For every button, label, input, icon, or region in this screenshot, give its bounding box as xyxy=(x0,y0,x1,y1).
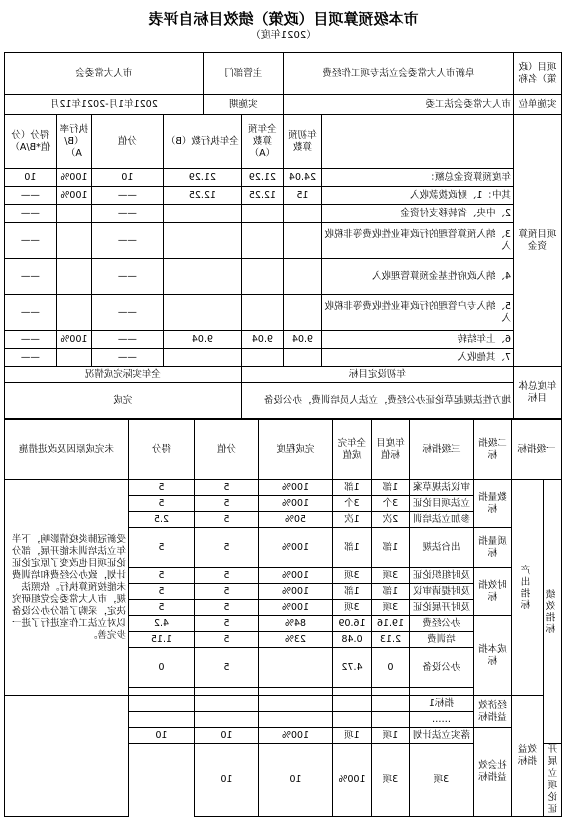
project-name: 阜新市人大常委会立法专项工作经费 xyxy=(283,53,513,95)
goals-actual-text: 完成 xyxy=(4,383,241,419)
impl-unit-label: 实施单位 xyxy=(514,95,562,115)
ind-header-weight: 分值 xyxy=(194,420,258,480)
impl-unit: 市人大常委会法工委 xyxy=(283,95,513,115)
funds-row: 4、纳入政府性基金预算管理收入 —— —— xyxy=(4,259,561,295)
effect-section-label: 效益指标 xyxy=(511,696,543,817)
funds-row: 6、上年结转 9.04 9.04 9.04 —— 100% —— xyxy=(4,331,561,349)
ind-header-completion: 完成程度 xyxy=(258,420,332,480)
indicator-row: 开展立项论证 3项 3项 100% 10 10 xyxy=(4,744,561,817)
funds-section-label: 项目预算资金 xyxy=(514,115,562,367)
funds-row: 年度预算资金总额： 24.04 21.29 21.29 10 100% 10 xyxy=(4,169,561,187)
output-section-label: 产出指标 xyxy=(511,480,543,696)
indicator-row: 绩效指标 产出指标 数量指标 审议法规草案 1部 1部 100% 5 5 受新冠肺炎疫情影响，下半年立法培训未能开展，部分论证项目也改变了原定论证计划，致办公经费和培训费未能按预算执行。依照法规，市人大常委会党组研究决定，采购了部分办公设备以对立法工作室进行了进一步完善。 xyxy=(4,480,561,496)
funds-header-full-year: 全年预算数（A） xyxy=(241,115,283,169)
funds-header-rate: 执行率（B/A） xyxy=(56,115,91,169)
indicator-row: 时效指标 及时组织论证 3项 3项 100% 5 5 xyxy=(4,568,561,584)
form-year: （2021年度） xyxy=(250,30,317,41)
perf-section-label: 绩效指标 xyxy=(544,480,562,744)
goals-initial-label: 年初设定目标 xyxy=(241,367,513,383)
competent-dept-label: 主管部门 xyxy=(203,53,283,95)
form-title: 市本级预算项目（政策）绩效目标自评表 xyxy=(148,10,419,28)
funds-row: 3、纳入预算管理的行政事业性收费等非税收入 —— —— xyxy=(4,223,561,259)
project-name-label: 项目（政策）名称 xyxy=(514,53,562,95)
ind-header-level1: 一级指标 xyxy=(511,420,561,480)
funds-row: 其中：1、财政拨款收入 15 12.25 12.25 —— 100% —— xyxy=(4,187,561,205)
info-funds-table xyxy=(4,52,562,419)
indicator-row: 参加立法培训 2次 1次 50% 5 2.5 xyxy=(4,512,561,528)
indicator-row: 社会效益指标 落实立法计划 1项 1项 100% 10 10 xyxy=(4,728,561,744)
indicator-row: 成本指标 办公经费 19.16 16.09 84% 5 4.2 xyxy=(4,616,561,632)
indicator-row: …… xyxy=(4,712,561,728)
indicator-row: 及时开展论证 3项 3项 100% 5 5 xyxy=(4,600,561,616)
funds-header-executed: 全年执行数（B） xyxy=(163,115,241,169)
funds-header-weight: 分值 xyxy=(91,115,163,169)
funds-header-score: 得分（分值*B/A） xyxy=(4,115,56,169)
funds-row: 5、纳入专户管理的行政事业性收费等非税收入 —— —— xyxy=(4,295,561,331)
funds-row: 2、中央、省转移支付资金 —— —— xyxy=(4,205,561,223)
impl-period: 2021年1月-2021年12月 xyxy=(4,95,203,115)
indicator-row: 及时提请审议 1部 1部 100% 5 5 xyxy=(4,584,561,600)
indicator-row: 效益指标 经济效益指标 指标1 xyxy=(4,696,561,712)
funds-header-initial: 年初预算数 xyxy=(283,115,321,169)
indicator-row: 立法项目论证 3个 3个 100% 5 5 xyxy=(4,496,561,512)
indicators-table xyxy=(4,419,562,817)
ind-header-level2: 二级指标 xyxy=(473,420,511,480)
impl-period-label: 实施期 xyxy=(203,95,283,115)
competent-dept: 市人大常委会 xyxy=(4,53,203,95)
indicator-row: 培训费 2.13 0.48 23% 5 1.15 xyxy=(4,632,561,648)
reason-text: 受新冠肺炎疫情影响，下半年立法培训未能开展，部分论证项目也改变了原定论证计划，致办公经费和培训费未能按预算执行。依照法规，市人大常委会党组研究决定，采购了部分办公设备以对立法工作室进行了进一步完善。 xyxy=(4,480,128,696)
ind-header-score: 得分 xyxy=(128,420,194,480)
indicator-row: 质量指标 出台法规 1部 1部 100% 5 5 xyxy=(4,528,561,568)
goals-initial-text: 地方性法规起草论证办公经费，立法人员培训费，办公设备 xyxy=(241,383,513,419)
ind-header-actual: 全年完成值 xyxy=(332,420,371,480)
funds-row: 7、其他收入 —— —— xyxy=(4,349,561,367)
ind-header-target: 年度目标值 xyxy=(371,420,409,480)
ind-header-level3: 三级指标 xyxy=(409,420,473,480)
indicator-row: 办公设备 0 4.72 5 0 xyxy=(4,648,561,688)
goals-section-label: 年度总体目标 xyxy=(514,367,562,419)
ind-header-reason: 未完成原因及改进措施 xyxy=(4,420,128,480)
goals-actual-label: 全年实际完成情况 xyxy=(4,367,241,383)
